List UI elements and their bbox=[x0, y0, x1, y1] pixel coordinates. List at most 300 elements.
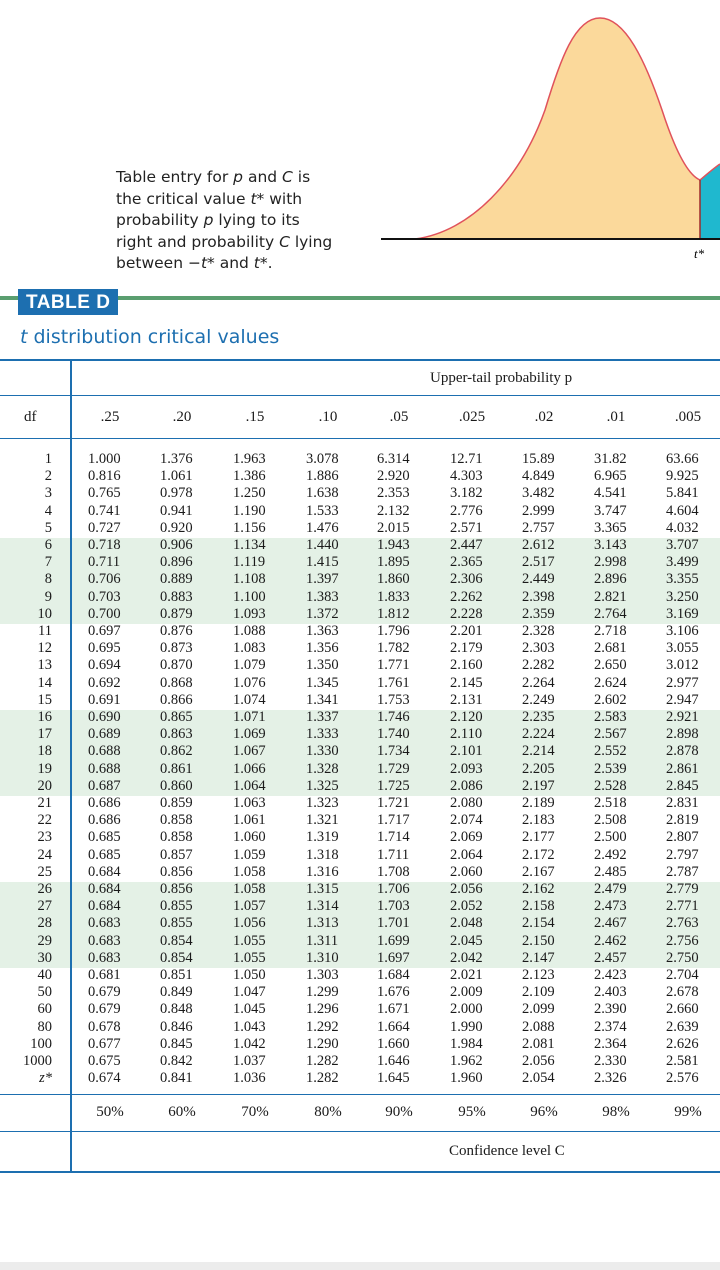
critical-value-cell: 1.156 bbox=[233, 519, 266, 536]
confidence-level: 60% bbox=[168, 1104, 196, 1120]
critical-value-cell: 1.108 bbox=[233, 571, 266, 588]
upper-tail-area bbox=[700, 164, 720, 239]
critical-value-cell: 1.664 bbox=[377, 1018, 410, 1035]
critical-value-cell: 1.476 bbox=[306, 519, 339, 536]
critical-value-cell: 2.045 bbox=[450, 932, 483, 949]
critical-value-cell: 1.771 bbox=[377, 657, 410, 674]
critical-value-cell: 2.365 bbox=[450, 554, 483, 571]
critical-value-cell: 1.292 bbox=[306, 1018, 339, 1035]
df-value: 9 bbox=[44, 588, 52, 605]
critical-value-cell: 0.856 bbox=[160, 863, 193, 880]
critical-value-cell: 1.397 bbox=[306, 571, 339, 588]
critical-value-cell: 2.896 bbox=[594, 571, 627, 588]
critical-value-cell: 2.500 bbox=[594, 829, 627, 846]
critical-value-cell: 1.316 bbox=[306, 863, 339, 880]
critical-value-cell: 4.032 bbox=[666, 519, 699, 536]
critical-value-cell: 1.333 bbox=[306, 726, 339, 743]
critical-value-cell: 2.109 bbox=[522, 984, 555, 1001]
confidence-level: 80% bbox=[314, 1104, 342, 1120]
df-value: 50 bbox=[37, 984, 52, 1001]
critical-value-cell: 0.684 bbox=[88, 881, 121, 897]
critical-value-cell: 2.757 bbox=[522, 519, 555, 536]
critical-value-cell: 0.674 bbox=[88, 1070, 121, 1087]
critical-value-cell: 2.861 bbox=[666, 760, 699, 777]
critical-value-cell: 1.050 bbox=[233, 967, 266, 983]
critical-value-cell: 2.457 bbox=[594, 949, 627, 966]
critical-value-cell: 1.314 bbox=[306, 898, 339, 915]
critical-value-cell: 2.831 bbox=[666, 795, 699, 811]
critical-value-cell: 1.303 bbox=[306, 967, 339, 983]
critical-value-cell: 2.123 bbox=[522, 967, 555, 983]
critical-value-cell: 0.686 bbox=[88, 795, 121, 811]
critical-value-cell: 2.764 bbox=[594, 605, 627, 622]
critical-value-cell: 2.845 bbox=[666, 777, 699, 794]
critical-value-cell: 0.683 bbox=[88, 932, 121, 949]
critical-value-cell: 3.747 bbox=[594, 502, 627, 519]
critical-value-cell: 3.482 bbox=[522, 485, 555, 502]
confidence-caption: Confidence level C bbox=[449, 1143, 565, 1159]
critical-value-cell: 0.978 bbox=[160, 485, 193, 502]
critical-value-cell: 2.326 bbox=[594, 1070, 627, 1087]
critical-value-cell: 2.920 bbox=[377, 468, 410, 485]
critical-value-cell: 0.841 bbox=[160, 1070, 193, 1087]
critical-value-cell: 2.878 bbox=[666, 743, 699, 760]
header-rule-1 bbox=[0, 395, 720, 396]
critical-value-cell: 3.012 bbox=[666, 657, 699, 674]
df-value: 24 bbox=[37, 846, 52, 863]
critical-value-cell: 2.626 bbox=[666, 1035, 699, 1052]
critical-value-cell: 0.692 bbox=[88, 674, 121, 691]
critical-value-cell: 0.765 bbox=[88, 485, 121, 502]
critical-value-cell: 2.197 bbox=[522, 777, 555, 794]
critical-value-cell: 0.873 bbox=[160, 640, 193, 657]
critical-value-cell: 0.695 bbox=[88, 640, 121, 657]
df-value: 5 bbox=[44, 519, 52, 536]
critical-value-cell: 1.330 bbox=[306, 743, 339, 760]
critical-value-cell: 1.060 bbox=[233, 829, 266, 846]
critical-value-cell: 1.321 bbox=[306, 812, 339, 829]
page-bottom-edge bbox=[0, 1262, 720, 1270]
critical-value-cell: 2.602 bbox=[594, 691, 627, 708]
critical-value-cell: 2.081 bbox=[522, 1035, 555, 1052]
df-value: 13 bbox=[37, 657, 52, 674]
critical-value-cell: 2.624 bbox=[594, 674, 627, 691]
critical-value-cell: 0.678 bbox=[88, 1018, 121, 1035]
critical-value-cell: 2.583 bbox=[594, 709, 627, 725]
critical-value-cell: 2.015 bbox=[377, 519, 410, 536]
df-value: 10 bbox=[37, 605, 52, 622]
df-value: 6 bbox=[44, 537, 52, 553]
critical-value-cell: 1.812 bbox=[377, 605, 410, 622]
critical-value-cell: 2.328 bbox=[522, 623, 555, 639]
critical-value-cell: 2.069 bbox=[450, 829, 483, 846]
critical-value-cell: 1.058 bbox=[233, 863, 266, 880]
critical-value-cell: 0.865 bbox=[160, 709, 193, 725]
confidence-level: 95% bbox=[458, 1104, 486, 1120]
df-value: 25 bbox=[37, 863, 52, 880]
df-value: 17 bbox=[37, 726, 52, 743]
df-value: 11 bbox=[38, 623, 52, 639]
critical-value-cell: 2.718 bbox=[594, 623, 627, 639]
critical-value-cell: 2.612 bbox=[522, 537, 555, 553]
critical-value-cell: 2.528 bbox=[594, 777, 627, 794]
critical-value-cell: 3.707 bbox=[666, 537, 699, 553]
critical-value-cell: 2.571 bbox=[450, 519, 483, 536]
critical-value-cell: 1.646 bbox=[377, 1053, 410, 1069]
critical-value-cell: 0.685 bbox=[88, 846, 121, 863]
critical-value-cell: 1.076 bbox=[233, 674, 266, 691]
critical-value-cell: 2.947 bbox=[666, 691, 699, 708]
critical-value-cell: 2.921 bbox=[666, 709, 699, 725]
critical-value-cell: 2.201 bbox=[450, 623, 483, 639]
critical-value-cell: 1.058 bbox=[233, 881, 266, 897]
critical-value-cell: 1.315 bbox=[306, 881, 339, 897]
critical-value-cell: 4.849 bbox=[522, 468, 555, 485]
critical-value-cell: 2.473 bbox=[594, 898, 627, 915]
critical-value-cell: 0.858 bbox=[160, 812, 193, 829]
df-value: 2 bbox=[44, 468, 52, 485]
critical-value-cell: 2.374 bbox=[594, 1018, 627, 1035]
critical-value-cell: 1.059 bbox=[233, 846, 266, 863]
df-value: 26 bbox=[37, 881, 52, 897]
critical-value-cell: 0.876 bbox=[160, 623, 193, 639]
critical-value-cell: 4.541 bbox=[594, 485, 627, 502]
critical-value-cell: 1.676 bbox=[377, 984, 410, 1001]
critical-value-cell: 1.282 bbox=[306, 1070, 339, 1087]
critical-value-cell: 2.120 bbox=[450, 709, 483, 725]
critical-value-cell: 2.228 bbox=[450, 605, 483, 622]
df-value: 8 bbox=[44, 571, 52, 588]
critical-value-cell: 2.132 bbox=[377, 502, 410, 519]
critical-value-cell: 1.069 bbox=[233, 726, 266, 743]
critical-value-cell: 1.250 bbox=[233, 485, 266, 502]
critical-value-cell: 1.282 bbox=[306, 1053, 339, 1069]
critical-value-cell: 2.056 bbox=[522, 1053, 555, 1069]
critical-value-cell: 2.704 bbox=[666, 967, 699, 983]
critical-value-cell: 2.088 bbox=[522, 1018, 555, 1035]
critical-value-cell: 2.235 bbox=[522, 709, 555, 725]
df-value: 27 bbox=[37, 898, 52, 915]
critical-value-cell: 6.965 bbox=[594, 468, 627, 485]
critical-value-cell: 15.89 bbox=[522, 451, 555, 467]
critical-value-cell: 1.699 bbox=[377, 932, 410, 949]
critical-value-cell: 0.685 bbox=[88, 829, 121, 846]
critical-value-cell: 1.753 bbox=[377, 691, 410, 708]
table-top-rule bbox=[0, 359, 720, 361]
critical-value-cell: 2.154 bbox=[522, 915, 555, 932]
critical-value-cell: 6.314 bbox=[377, 451, 410, 467]
critical-value-cell: 1.079 bbox=[233, 657, 266, 674]
confidence-level: 98% bbox=[602, 1104, 630, 1120]
critical-value-cell: 0.675 bbox=[88, 1053, 121, 1069]
critical-value-cell: 1.860 bbox=[377, 571, 410, 588]
df-value: 40 bbox=[37, 967, 52, 983]
critical-value-cell: 0.688 bbox=[88, 743, 121, 760]
critical-value-cell: 2.101 bbox=[450, 743, 483, 760]
table-bottom-rule bbox=[0, 1171, 720, 1173]
tail-prob-header: .25 bbox=[100, 409, 120, 425]
critical-value-cell: 0.848 bbox=[160, 1001, 193, 1018]
df-value: 19 bbox=[37, 760, 52, 777]
critical-value-cell: 1.372 bbox=[306, 605, 339, 622]
tail-prob-header: .05 bbox=[389, 409, 409, 425]
critical-value-cell: 3.055 bbox=[666, 640, 699, 657]
critical-value-cell: 0.851 bbox=[160, 967, 193, 983]
critical-value-cell: 1.734 bbox=[377, 743, 410, 760]
critical-value-cell: 2.110 bbox=[450, 726, 483, 743]
critical-value-cell: 0.686 bbox=[88, 812, 121, 829]
critical-value-cell: 0.857 bbox=[160, 846, 193, 863]
critical-value-cell: 2.150 bbox=[522, 932, 555, 949]
critical-value-cell: 2.052 bbox=[450, 898, 483, 915]
df-value: 1000 bbox=[23, 1053, 52, 1069]
critical-value-cell: 1.701 bbox=[377, 915, 410, 932]
critical-value-cell: 0.694 bbox=[88, 657, 121, 674]
critical-value-cell: 1.833 bbox=[377, 588, 410, 605]
critical-value-cell: 0.683 bbox=[88, 915, 121, 932]
df-value: 30 bbox=[37, 949, 52, 966]
critical-value-cell: 1.042 bbox=[233, 1035, 266, 1052]
critical-value-cell: 2.485 bbox=[594, 863, 627, 880]
critical-value-cell: 2.447 bbox=[450, 537, 483, 553]
critical-value-cell: 2.508 bbox=[594, 812, 627, 829]
critical-value-cell: 0.861 bbox=[160, 760, 193, 777]
critical-value-cell: 0.854 bbox=[160, 932, 193, 949]
df-value: 14 bbox=[37, 674, 52, 691]
critical-value-cell: 0.868 bbox=[160, 674, 193, 691]
confidence-level: 50% bbox=[96, 1104, 124, 1120]
footer-rule-1 bbox=[0, 1094, 720, 1095]
critical-value-cell: 0.711 bbox=[88, 554, 121, 571]
critical-value-cell: 2.262 bbox=[450, 588, 483, 605]
critical-value-cell: 0.941 bbox=[160, 502, 193, 519]
df-value: 7 bbox=[44, 554, 52, 571]
critical-value-cell: 1.134 bbox=[233, 537, 266, 553]
critical-value-cell: 1.725 bbox=[377, 777, 410, 794]
critical-value-cell: 2.060 bbox=[450, 863, 483, 880]
critical-value-cell: 1.782 bbox=[377, 640, 410, 657]
critical-value-cell: 1.990 bbox=[450, 1018, 483, 1035]
critical-value-cell: 0.706 bbox=[88, 571, 121, 588]
critical-value-cell: 2.756 bbox=[666, 932, 699, 949]
critical-value-cell: 2.099 bbox=[522, 1001, 555, 1018]
critical-value-cell: 2.977 bbox=[666, 674, 699, 691]
critical-value-cell: 2.021 bbox=[450, 967, 483, 983]
critical-value-cell: 1.356 bbox=[306, 640, 339, 657]
critical-value-cell: 1.337 bbox=[306, 709, 339, 725]
tail-prob-header: .005 bbox=[674, 409, 702, 425]
critical-value-cell: 2.145 bbox=[450, 674, 483, 691]
critical-value-cell: 2.172 bbox=[522, 846, 555, 863]
tail-prob-header: .20 bbox=[172, 409, 192, 425]
critical-value-cell: 0.741 bbox=[88, 502, 121, 519]
critical-value-cell: 1.045 bbox=[233, 1001, 266, 1018]
critical-value-cell: 3.182 bbox=[450, 485, 483, 502]
critical-value-cell: 1.063 bbox=[233, 795, 266, 811]
critical-value-cell: 2.330 bbox=[594, 1053, 627, 1069]
critical-value-cell: 3.169 bbox=[666, 605, 699, 622]
critical-value-cell: 0.856 bbox=[160, 881, 193, 897]
critical-value-cell: 1.088 bbox=[233, 623, 266, 639]
critical-value-cell: 12.71 bbox=[450, 451, 483, 467]
critical-value-cell: 1.886 bbox=[306, 468, 339, 485]
critical-value-cell: 0.863 bbox=[160, 726, 193, 743]
critical-value-cell: 1.943 bbox=[377, 537, 410, 553]
critical-value-cell: 1.383 bbox=[306, 588, 339, 605]
critical-value-cell: 1.440 bbox=[306, 537, 339, 553]
critical-value-cell: 1.313 bbox=[306, 915, 339, 932]
critical-value-cell: 2.898 bbox=[666, 726, 699, 743]
critical-value-cell: 1.729 bbox=[377, 760, 410, 777]
critical-value-cell: 0.855 bbox=[160, 915, 193, 932]
critical-value-cell: 1.345 bbox=[306, 674, 339, 691]
critical-value-cell: 1.684 bbox=[377, 967, 410, 983]
critical-value-cell: 1.047 bbox=[233, 984, 266, 1001]
critical-value-cell: 1.310 bbox=[306, 949, 339, 966]
critical-value-cell: 2.639 bbox=[666, 1018, 699, 1035]
critical-value-cell: 1.055 bbox=[233, 932, 266, 949]
critical-value-cell: 1.296 bbox=[306, 1001, 339, 1018]
critical-value-cell: 2.189 bbox=[522, 795, 555, 811]
critical-value-cell: 1.055 bbox=[233, 949, 266, 966]
critical-value-cell: 1.984 bbox=[450, 1035, 483, 1052]
critical-value-cell: 1.717 bbox=[377, 812, 410, 829]
critical-value-cell: 1.299 bbox=[306, 984, 339, 1001]
critical-value-cell: 2.999 bbox=[522, 502, 555, 519]
critical-value-cell: 2.147 bbox=[522, 949, 555, 966]
critical-value-cell: 2.064 bbox=[450, 846, 483, 863]
critical-value-cell: 0.842 bbox=[160, 1053, 193, 1069]
critical-value-cell: 2.998 bbox=[594, 554, 627, 571]
critical-value-cell: 1.064 bbox=[233, 777, 266, 794]
critical-value-cell: 1.341 bbox=[306, 691, 339, 708]
df-value: 1 bbox=[44, 451, 52, 467]
df-value: 16 bbox=[37, 709, 52, 725]
critical-value-cell: 0.870 bbox=[160, 657, 193, 674]
critical-value-cell: 3.143 bbox=[594, 537, 627, 553]
critical-value-cell: 0.858 bbox=[160, 829, 193, 846]
critical-value-cell: 1.037 bbox=[233, 1053, 266, 1069]
critical-value-cell: 0.679 bbox=[88, 1001, 121, 1018]
critical-value-cell: 1.323 bbox=[306, 795, 339, 811]
critical-value-cell: 2.048 bbox=[450, 915, 483, 932]
critical-value-cell: 1.100 bbox=[233, 588, 266, 605]
critical-value-cell: 2.042 bbox=[450, 949, 483, 966]
table-description: Table entry for p and C is the critical value t* with probability p lying to its right and probability C lying between −t* and t*. bbox=[116, 168, 333, 272]
critical-value-cell: 1.057 bbox=[233, 898, 266, 915]
critical-value-cell: 1.703 bbox=[377, 898, 410, 915]
critical-value-cell: 2.776 bbox=[450, 502, 483, 519]
critical-value-cell: 1.415 bbox=[306, 554, 339, 571]
tail-prob-header: .025 bbox=[458, 409, 486, 425]
critical-value-cell: 2.167 bbox=[522, 863, 555, 880]
critical-value-cell: 1.067 bbox=[233, 743, 266, 760]
critical-value-cell: 2.467 bbox=[594, 915, 627, 932]
critical-value-cell: 1.714 bbox=[377, 829, 410, 846]
critical-value-cell: 2.074 bbox=[450, 812, 483, 829]
critical-value-cell: 0.697 bbox=[88, 623, 121, 639]
critical-value-cell: 2.650 bbox=[594, 657, 627, 674]
critical-value-cell: 2.179 bbox=[450, 640, 483, 657]
df-value: 28 bbox=[37, 915, 52, 932]
critical-value-cell: 3.355 bbox=[666, 571, 699, 588]
critical-value-cell: 2.183 bbox=[522, 812, 555, 829]
critical-value-cell: 2.750 bbox=[666, 949, 699, 966]
critical-value-cell: 0.684 bbox=[88, 863, 121, 880]
critical-value-cell: 1.043 bbox=[233, 1018, 266, 1035]
confidence-level: 96% bbox=[530, 1104, 558, 1120]
critical-value-cell: 0.866 bbox=[160, 691, 193, 708]
confidence-level: 99% bbox=[674, 1104, 702, 1120]
critical-value-cell: 2.080 bbox=[450, 795, 483, 811]
critical-value-cell: 0.683 bbox=[88, 949, 121, 966]
tail-prob-header: .10 bbox=[318, 409, 338, 425]
critical-value-cell: 1.290 bbox=[306, 1035, 339, 1052]
critical-value-cell: 3.106 bbox=[666, 623, 699, 639]
critical-value-cell: 1.645 bbox=[377, 1070, 410, 1087]
critical-value-cell: 2.054 bbox=[522, 1070, 555, 1087]
critical-value-cell: 2.423 bbox=[594, 967, 627, 983]
table-subtitle: t distribution critical values bbox=[20, 326, 280, 348]
critical-value-cell: 2.581 bbox=[666, 1053, 699, 1069]
critical-value-cell: 0.859 bbox=[160, 795, 193, 811]
critical-value-cell: 0.889 bbox=[160, 571, 193, 588]
tail-prob-header: .01 bbox=[606, 409, 626, 425]
critical-value-cell: 2.517 bbox=[522, 554, 555, 571]
df-value: 20 bbox=[37, 777, 52, 794]
df-value: 15 bbox=[37, 691, 52, 708]
df-value: 22 bbox=[37, 812, 52, 829]
critical-value-cell: 2.303 bbox=[522, 640, 555, 657]
critical-value-cell: 1.083 bbox=[233, 640, 266, 657]
critical-value-cell: 2.518 bbox=[594, 795, 627, 811]
critical-value-cell: 1.721 bbox=[377, 795, 410, 811]
tail-prob-header: .15 bbox=[245, 409, 265, 425]
critical-value-cell: 1.962 bbox=[450, 1053, 483, 1069]
critical-value-cell: 2.353 bbox=[377, 485, 410, 502]
critical-value-cell: 1.761 bbox=[377, 674, 410, 691]
confidence-level: 70% bbox=[241, 1104, 269, 1120]
critical-value-cell: 2.249 bbox=[522, 691, 555, 708]
critical-value-cell: 2.093 bbox=[450, 760, 483, 777]
df-value: 3 bbox=[44, 485, 52, 502]
critical-value-cell: 2.264 bbox=[522, 674, 555, 691]
critical-value-cell: 1.960 bbox=[450, 1070, 483, 1087]
critical-value-cell: 0.688 bbox=[88, 760, 121, 777]
critical-value-cell: 1.363 bbox=[306, 623, 339, 639]
critical-value-cell: 2.821 bbox=[594, 588, 627, 605]
critical-value-cell: 1.708 bbox=[377, 863, 410, 880]
critical-value-cell: 1.671 bbox=[377, 1001, 410, 1018]
critical-value-cell: 0.727 bbox=[88, 519, 121, 536]
critical-value-cell: 31.82 bbox=[594, 451, 627, 467]
df-value: 23 bbox=[37, 829, 52, 846]
df-value: z* bbox=[39, 1070, 52, 1087]
critical-value-cell: 1.386 bbox=[233, 468, 266, 485]
critical-value-cell: 0.718 bbox=[88, 537, 121, 553]
critical-value-cell: 2.177 bbox=[522, 829, 555, 846]
critical-value-cell: 1.061 bbox=[233, 812, 266, 829]
critical-value-cell: 1.318 bbox=[306, 846, 339, 863]
critical-value-cell: 1.036 bbox=[233, 1070, 266, 1087]
critical-value-cell: 2.398 bbox=[522, 588, 555, 605]
tail-prob-header: .02 bbox=[534, 409, 554, 425]
critical-value-cell: 2.787 bbox=[666, 863, 699, 880]
critical-value-cell: 0.700 bbox=[88, 605, 121, 622]
critical-value-cell: 0.920 bbox=[160, 519, 193, 536]
df-value: 80 bbox=[37, 1018, 52, 1035]
critical-value-cell: 2.009 bbox=[450, 984, 483, 1001]
